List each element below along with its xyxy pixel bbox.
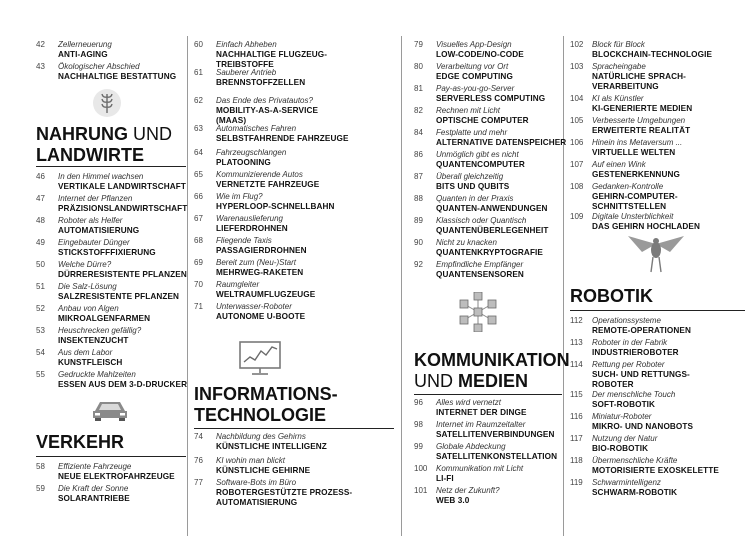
entry-subtitle: Roboter in der Fabrik bbox=[592, 338, 668, 347]
monitor-chart-icon bbox=[238, 340, 282, 381]
entry-title: TREIBSTOFFE bbox=[216, 60, 274, 69]
heading-part: ROBOTIK bbox=[570, 286, 653, 306]
entry-subtitle: Automatisches Fahren bbox=[216, 124, 297, 133]
page-number: 88 bbox=[414, 194, 423, 203]
entry-subtitle: Aus dem Labor bbox=[58, 348, 113, 357]
heading-part: UND bbox=[128, 124, 172, 144]
entry-subtitle: Pay-as-you-go-Server bbox=[436, 84, 515, 93]
entry-subtitle: Verbesserte Umgebungen bbox=[592, 116, 686, 125]
page-number: 114 bbox=[570, 360, 583, 369]
page-number: 107 bbox=[570, 160, 584, 169]
entry-subtitle: Nachbildung des Gehirns bbox=[216, 432, 306, 441]
page-number: 86 bbox=[414, 150, 423, 159]
column-divider bbox=[187, 36, 188, 536]
page-number: 115 bbox=[570, 390, 583, 399]
entry-title: NACHHALTIGE FLUGZEUG- bbox=[216, 50, 328, 59]
network-cubes-icon bbox=[458, 292, 498, 337]
page-number: 92 bbox=[414, 260, 423, 269]
entry-title: KÜNSTLICHE INTELLIGENZ bbox=[216, 442, 327, 451]
entry-subtitle: Digitale Unsterblichkeit bbox=[592, 212, 674, 221]
entry-subtitle: Effiziente Fahrzeuge bbox=[58, 462, 132, 471]
entry-title: QUANTENCOMPUTER bbox=[436, 160, 525, 169]
page-number: 89 bbox=[414, 216, 423, 225]
entry-subtitle: Fliegende Taxis bbox=[216, 236, 272, 245]
robot-bird-icon bbox=[624, 230, 688, 283]
page-number: 76 bbox=[194, 456, 203, 465]
entry-title: LI-FI bbox=[436, 474, 454, 483]
entry-title: ESSEN AUS DEM 3-D-DRUCKER bbox=[58, 380, 188, 389]
page-number: 103 bbox=[570, 62, 584, 71]
entry-title: KÜNSTLICHE GEHIRNE bbox=[216, 466, 311, 475]
page-number: 42 bbox=[36, 40, 45, 49]
page-number: 58 bbox=[36, 462, 45, 471]
heading-part: TECHNOLOGIE bbox=[194, 405, 327, 425]
page-number: 67 bbox=[194, 214, 203, 223]
entry-subtitle: Roboter als Helfer bbox=[58, 216, 123, 225]
entry-subtitle: Zellerneuerung bbox=[58, 40, 112, 49]
entry-subtitle: Globale Abdeckung bbox=[436, 442, 506, 451]
entry-subtitle: Klassisch oder Quantisch bbox=[436, 216, 527, 225]
entry-subtitle: Nutzung der Natur bbox=[592, 434, 658, 443]
entry-title: GEHIRN-COMPUTER- bbox=[592, 192, 678, 201]
entry-subtitle: Welche Dürre? bbox=[58, 260, 112, 269]
section-heading bbox=[570, 286, 653, 307]
entry-title: BRENNSTOFFZELLEN bbox=[216, 78, 306, 87]
page-number: 53 bbox=[36, 326, 45, 335]
page-number: 102 bbox=[570, 40, 584, 49]
entry-subtitle: Einfach Abheben bbox=[216, 40, 277, 49]
entry-title: EDGE COMPUTING bbox=[436, 72, 513, 81]
entry-title: KI-GENERIERTE MEDIEN bbox=[592, 104, 693, 113]
entry-title: NEUE ELEKTROFAHRZEUGE bbox=[58, 472, 175, 481]
entry-title: AUTONOME U-BOOTE bbox=[216, 312, 306, 321]
entry-title: SCHNITTSTELLEN bbox=[592, 202, 667, 211]
section-heading bbox=[414, 350, 570, 392]
page-number: 87 bbox=[414, 172, 423, 181]
page-number: 54 bbox=[36, 348, 45, 357]
entry-subtitle: Miniatur-Roboter bbox=[592, 412, 652, 421]
entry-subtitle: Schwarmintelligenz bbox=[592, 478, 661, 487]
page-number: 48 bbox=[36, 216, 45, 225]
entry-title: QUANTEN-ANWENDUNGEN bbox=[436, 204, 548, 213]
page-number: 64 bbox=[194, 148, 203, 157]
entry-subtitle: Rettung per Roboter bbox=[592, 360, 665, 369]
page-number: 50 bbox=[36, 260, 45, 269]
wheat-icon bbox=[92, 88, 122, 123]
entry-title: KUNSTFLEISCH bbox=[58, 358, 123, 367]
entry-title: SERVERLESS COMPUTING bbox=[436, 94, 546, 103]
page-number: 109 bbox=[570, 212, 584, 221]
page-number: 43 bbox=[36, 62, 45, 71]
entry-title: AUTOMATISIERUNG bbox=[58, 226, 140, 235]
entry-title: OPTISCHE COMPUTER bbox=[436, 116, 529, 125]
entry-title: SATELLITENKONSTELLATION bbox=[436, 452, 558, 461]
page-number: 49 bbox=[36, 238, 45, 247]
page-number: 82 bbox=[414, 106, 423, 115]
entry-subtitle: Kommunizierende Autos bbox=[216, 170, 303, 179]
entry-subtitle: Sauberer Antrieb bbox=[216, 68, 277, 77]
entry-subtitle: Rechnen mit Licht bbox=[436, 106, 501, 115]
entry-subtitle: Netz der Zukunft? bbox=[436, 486, 500, 495]
entry-subtitle: Anbau von Algen bbox=[58, 304, 119, 313]
entry-title: INDUSTRIEROBOTER bbox=[592, 348, 679, 357]
heading-rule bbox=[36, 456, 186, 457]
entry-title: SUCH- UND RETTUNGS- bbox=[592, 370, 690, 379]
section-heading bbox=[194, 384, 338, 426]
page-number: 105 bbox=[570, 116, 584, 125]
column-divider bbox=[401, 36, 402, 536]
entry-title: AUTOMATISIERUNG bbox=[216, 498, 298, 507]
page-number: 108 bbox=[570, 182, 584, 191]
entry-title: SATELLITENVERBINDUNGEN bbox=[436, 430, 555, 439]
entry-title: ERWEITERTE REALITÄT bbox=[592, 126, 691, 135]
page-number: 47 bbox=[36, 194, 45, 203]
page-number: 68 bbox=[194, 236, 203, 245]
entry-title: SCHWARM-ROBOTIK bbox=[592, 488, 678, 497]
entry-title: INSEKTENZUCHT bbox=[58, 336, 129, 345]
heading-rule bbox=[36, 166, 186, 167]
entry-title: WELTRAUMFLUGZEUGE bbox=[216, 290, 316, 299]
page-number: 81 bbox=[414, 84, 423, 93]
entry-subtitle: Ökologischer Abschied bbox=[58, 62, 140, 71]
entry-subtitle: Internet der Pflanzen bbox=[58, 194, 133, 203]
entry-title: ROBOTERGESTÜTZTE PROZESS- bbox=[216, 488, 353, 497]
page-number: 77 bbox=[194, 478, 203, 487]
heading-rule bbox=[194, 428, 394, 429]
heading-part: VERKEHR bbox=[36, 432, 125, 452]
page-number: 106 bbox=[570, 138, 584, 147]
car-icon bbox=[90, 396, 130, 427]
page-number: 119 bbox=[570, 478, 583, 487]
entry-title: QUANTENÜBERLEGENHEIT bbox=[436, 226, 549, 235]
entry-title: PRÄZISIONSLANDWIRTSCHAFT bbox=[58, 204, 188, 213]
entry-title: PLATOONING bbox=[216, 158, 271, 167]
page-number: 80 bbox=[414, 62, 423, 71]
entry-subtitle: Quanten in der Praxis bbox=[436, 194, 514, 203]
page-number: 90 bbox=[414, 238, 423, 247]
page-number: 100 bbox=[414, 464, 428, 473]
entry-subtitle: Kommunikation mit Licht bbox=[436, 464, 524, 473]
entry-subtitle: Visuelles App-Design bbox=[436, 40, 512, 49]
page-number: 46 bbox=[36, 172, 45, 181]
page-number: 65 bbox=[194, 170, 203, 179]
entry-title: BIO-ROBOTIK bbox=[592, 444, 649, 453]
heading-part: UND bbox=[414, 371, 458, 391]
entry-title: BLOCKCHAIN-TECHNOLOGIE bbox=[592, 50, 713, 59]
entry-title: VERNETZTE FAHRZEUGE bbox=[216, 180, 320, 189]
heading-part: KOMMUNIKATION bbox=[414, 350, 570, 370]
entry-title: HYPERLOOP-SCHNELLBAHN bbox=[216, 202, 335, 211]
entry-subtitle: Auf einen Wink bbox=[592, 160, 646, 169]
page-number: 84 bbox=[414, 128, 423, 137]
entry-subtitle: Spracheingabe bbox=[592, 62, 646, 71]
entry-subtitle: Internet im Raumzeitalter bbox=[436, 420, 526, 429]
page-number: 59 bbox=[36, 484, 45, 493]
heading-part: MEDIEN bbox=[458, 371, 529, 391]
entry-title: SOLARANTRIEBE bbox=[58, 494, 130, 503]
page-number: 79 bbox=[414, 40, 423, 49]
entry-subtitle: Überall gleichzeitig bbox=[436, 172, 504, 181]
entry-title: SOFT-ROBOTIK bbox=[592, 400, 656, 409]
entry-title: MIKROALGENFARMEN bbox=[58, 314, 151, 323]
entry-title: NACHHALTIGE BESTATTUNG bbox=[58, 72, 177, 81]
entry-title: SELBSTFAHRENDE FAHRZEUGE bbox=[216, 134, 349, 143]
entry-subtitle: Hinein ins Metaversum ... bbox=[592, 138, 683, 147]
page-number: 116 bbox=[570, 412, 583, 421]
entry-subtitle: Verarbeitung vor Ort bbox=[436, 62, 509, 71]
page-number: 60 bbox=[194, 40, 203, 49]
heading-part: LANDWIRTE bbox=[36, 145, 144, 165]
entry-subtitle: Festplatte und mehr bbox=[436, 128, 508, 137]
entry-title: INTERNET DER DINGE bbox=[436, 408, 527, 417]
page-number: 118 bbox=[570, 456, 583, 465]
page-number: 69 bbox=[194, 258, 203, 267]
entry-subtitle: Nicht zu knacken bbox=[436, 238, 497, 247]
entry-title: LOW-CODE/NO-CODE bbox=[436, 50, 524, 59]
entry-subtitle: Warenauslieferung bbox=[216, 214, 284, 223]
entry-title: VERARBEITUNG bbox=[592, 82, 659, 91]
page-number: 62 bbox=[194, 96, 203, 105]
heading-rule bbox=[414, 394, 562, 395]
entry-subtitle: Wie im Flug? bbox=[216, 192, 263, 201]
page-number: 101 bbox=[414, 486, 428, 495]
entry-subtitle: Übermenschliche Kräfte bbox=[592, 456, 678, 465]
entry-subtitle: Software-Bots im Büro bbox=[216, 478, 297, 487]
entry-title: NATÜRLICHE SPRACH- bbox=[592, 72, 686, 81]
entry-subtitle: KI als Künstler bbox=[592, 94, 644, 103]
heading-part: NAHRUNG bbox=[36, 124, 128, 144]
entry-subtitle: Unmöglich gibt es nicht bbox=[436, 150, 519, 159]
entry-subtitle: Die Kraft der Sonne bbox=[58, 484, 129, 493]
entry-title: MEHRWEG-RAKETEN bbox=[216, 268, 304, 277]
page-number: 70 bbox=[194, 280, 203, 289]
page-number: 63 bbox=[194, 124, 203, 133]
entry-title: VIRTUELLE WELTEN bbox=[592, 148, 676, 157]
entry-title: QUANTENKRYPTOGRAFIE bbox=[436, 248, 543, 257]
page-number: 55 bbox=[36, 370, 45, 379]
entry-subtitle: Die Salz-Lösung bbox=[58, 282, 117, 291]
entry-subtitle: Fahrzeugschlangen bbox=[216, 148, 287, 157]
entry-subtitle: Das Ende des Privatautos? bbox=[216, 96, 313, 105]
entry-title: GESTENERKENNUNG bbox=[592, 170, 680, 179]
entry-title: MIKRO- UND NANOBOTS bbox=[592, 422, 694, 431]
entry-title: BITS UND QUBITS bbox=[436, 182, 510, 191]
entry-subtitle: KI wohin man blickt bbox=[216, 456, 285, 465]
entry-title: QUANTENSENSOREN bbox=[436, 270, 524, 279]
entry-title: MOTORISIERTE EXOSKELETTE bbox=[592, 466, 719, 475]
page-number: 61 bbox=[194, 68, 203, 77]
page-number: 52 bbox=[36, 304, 45, 313]
entry-title: ROBOTER bbox=[592, 380, 634, 389]
entry-subtitle: Bereit zum (Neu-)Start bbox=[216, 258, 297, 267]
heading-part: INFORMATIONS- bbox=[194, 384, 338, 404]
entry-subtitle: Empfindliche Empfänger bbox=[436, 260, 524, 269]
entry-title: LIEFERDROHNEN bbox=[216, 224, 288, 233]
page-number: 98 bbox=[414, 420, 423, 429]
entry-subtitle: Operationssysteme bbox=[592, 316, 661, 325]
section-heading bbox=[36, 432, 124, 453]
entry-subtitle: Block für Block bbox=[592, 40, 645, 49]
entry-subtitle: Unterwasser-Roboter bbox=[216, 302, 292, 311]
entry-title: STICKSTOFFFIXIERUNG bbox=[58, 248, 156, 257]
entry-title: PASSAGIERDROHNEN bbox=[216, 246, 307, 255]
entry-title: VERTIKALE LANDWIRTSCHAFT bbox=[58, 182, 186, 191]
entry-title: ANTI-AGING bbox=[58, 50, 108, 59]
page-number: 51 bbox=[36, 282, 45, 291]
page-number: 99 bbox=[414, 442, 423, 451]
page-number: 96 bbox=[414, 398, 423, 407]
entry-subtitle: Alles wird vernetzt bbox=[436, 398, 501, 407]
entry-title: ALTERNATIVE DATENSPEICHER bbox=[436, 138, 567, 147]
column-divider bbox=[563, 36, 564, 536]
page-number: 71 bbox=[194, 302, 203, 311]
section-heading bbox=[36, 124, 172, 166]
heading-rule bbox=[570, 310, 745, 311]
page-number: 66 bbox=[194, 192, 203, 201]
entry-subtitle: Heuschrecken gefällig? bbox=[58, 326, 142, 335]
entry-title: DÜRRERESISTENTE PFLANZEN bbox=[58, 270, 187, 279]
page-number: 113 bbox=[570, 338, 583, 347]
entry-subtitle: Raumgleiter bbox=[216, 280, 260, 289]
entry-subtitle: Gedruckte Mahlzeiten bbox=[58, 370, 136, 379]
entry-title: WEB 3.0 bbox=[436, 496, 470, 505]
entry-subtitle: Gedanken-Kontrolle bbox=[592, 182, 664, 191]
entry-title: DAS GEHIRN HOCHLADEN bbox=[592, 222, 700, 231]
entry-title: MOBILITY-AS-A-SERVICE bbox=[216, 106, 319, 115]
entry-title: SALZRESISTENTE PFLANZEN bbox=[58, 292, 180, 301]
page-number: 112 bbox=[570, 316, 583, 325]
entry-title: (MAAS) bbox=[216, 116, 247, 125]
page-number: 104 bbox=[570, 94, 584, 103]
entry-subtitle: Eingebauter Dünger bbox=[58, 238, 130, 247]
page-number: 74 bbox=[194, 432, 203, 441]
page-number: 117 bbox=[570, 434, 583, 443]
entry-subtitle: In den Himmel wachsen bbox=[58, 172, 144, 181]
entry-title: REMOTE-OPERATIONEN bbox=[592, 326, 691, 335]
entry-subtitle: Der menschliche Touch bbox=[592, 390, 676, 399]
